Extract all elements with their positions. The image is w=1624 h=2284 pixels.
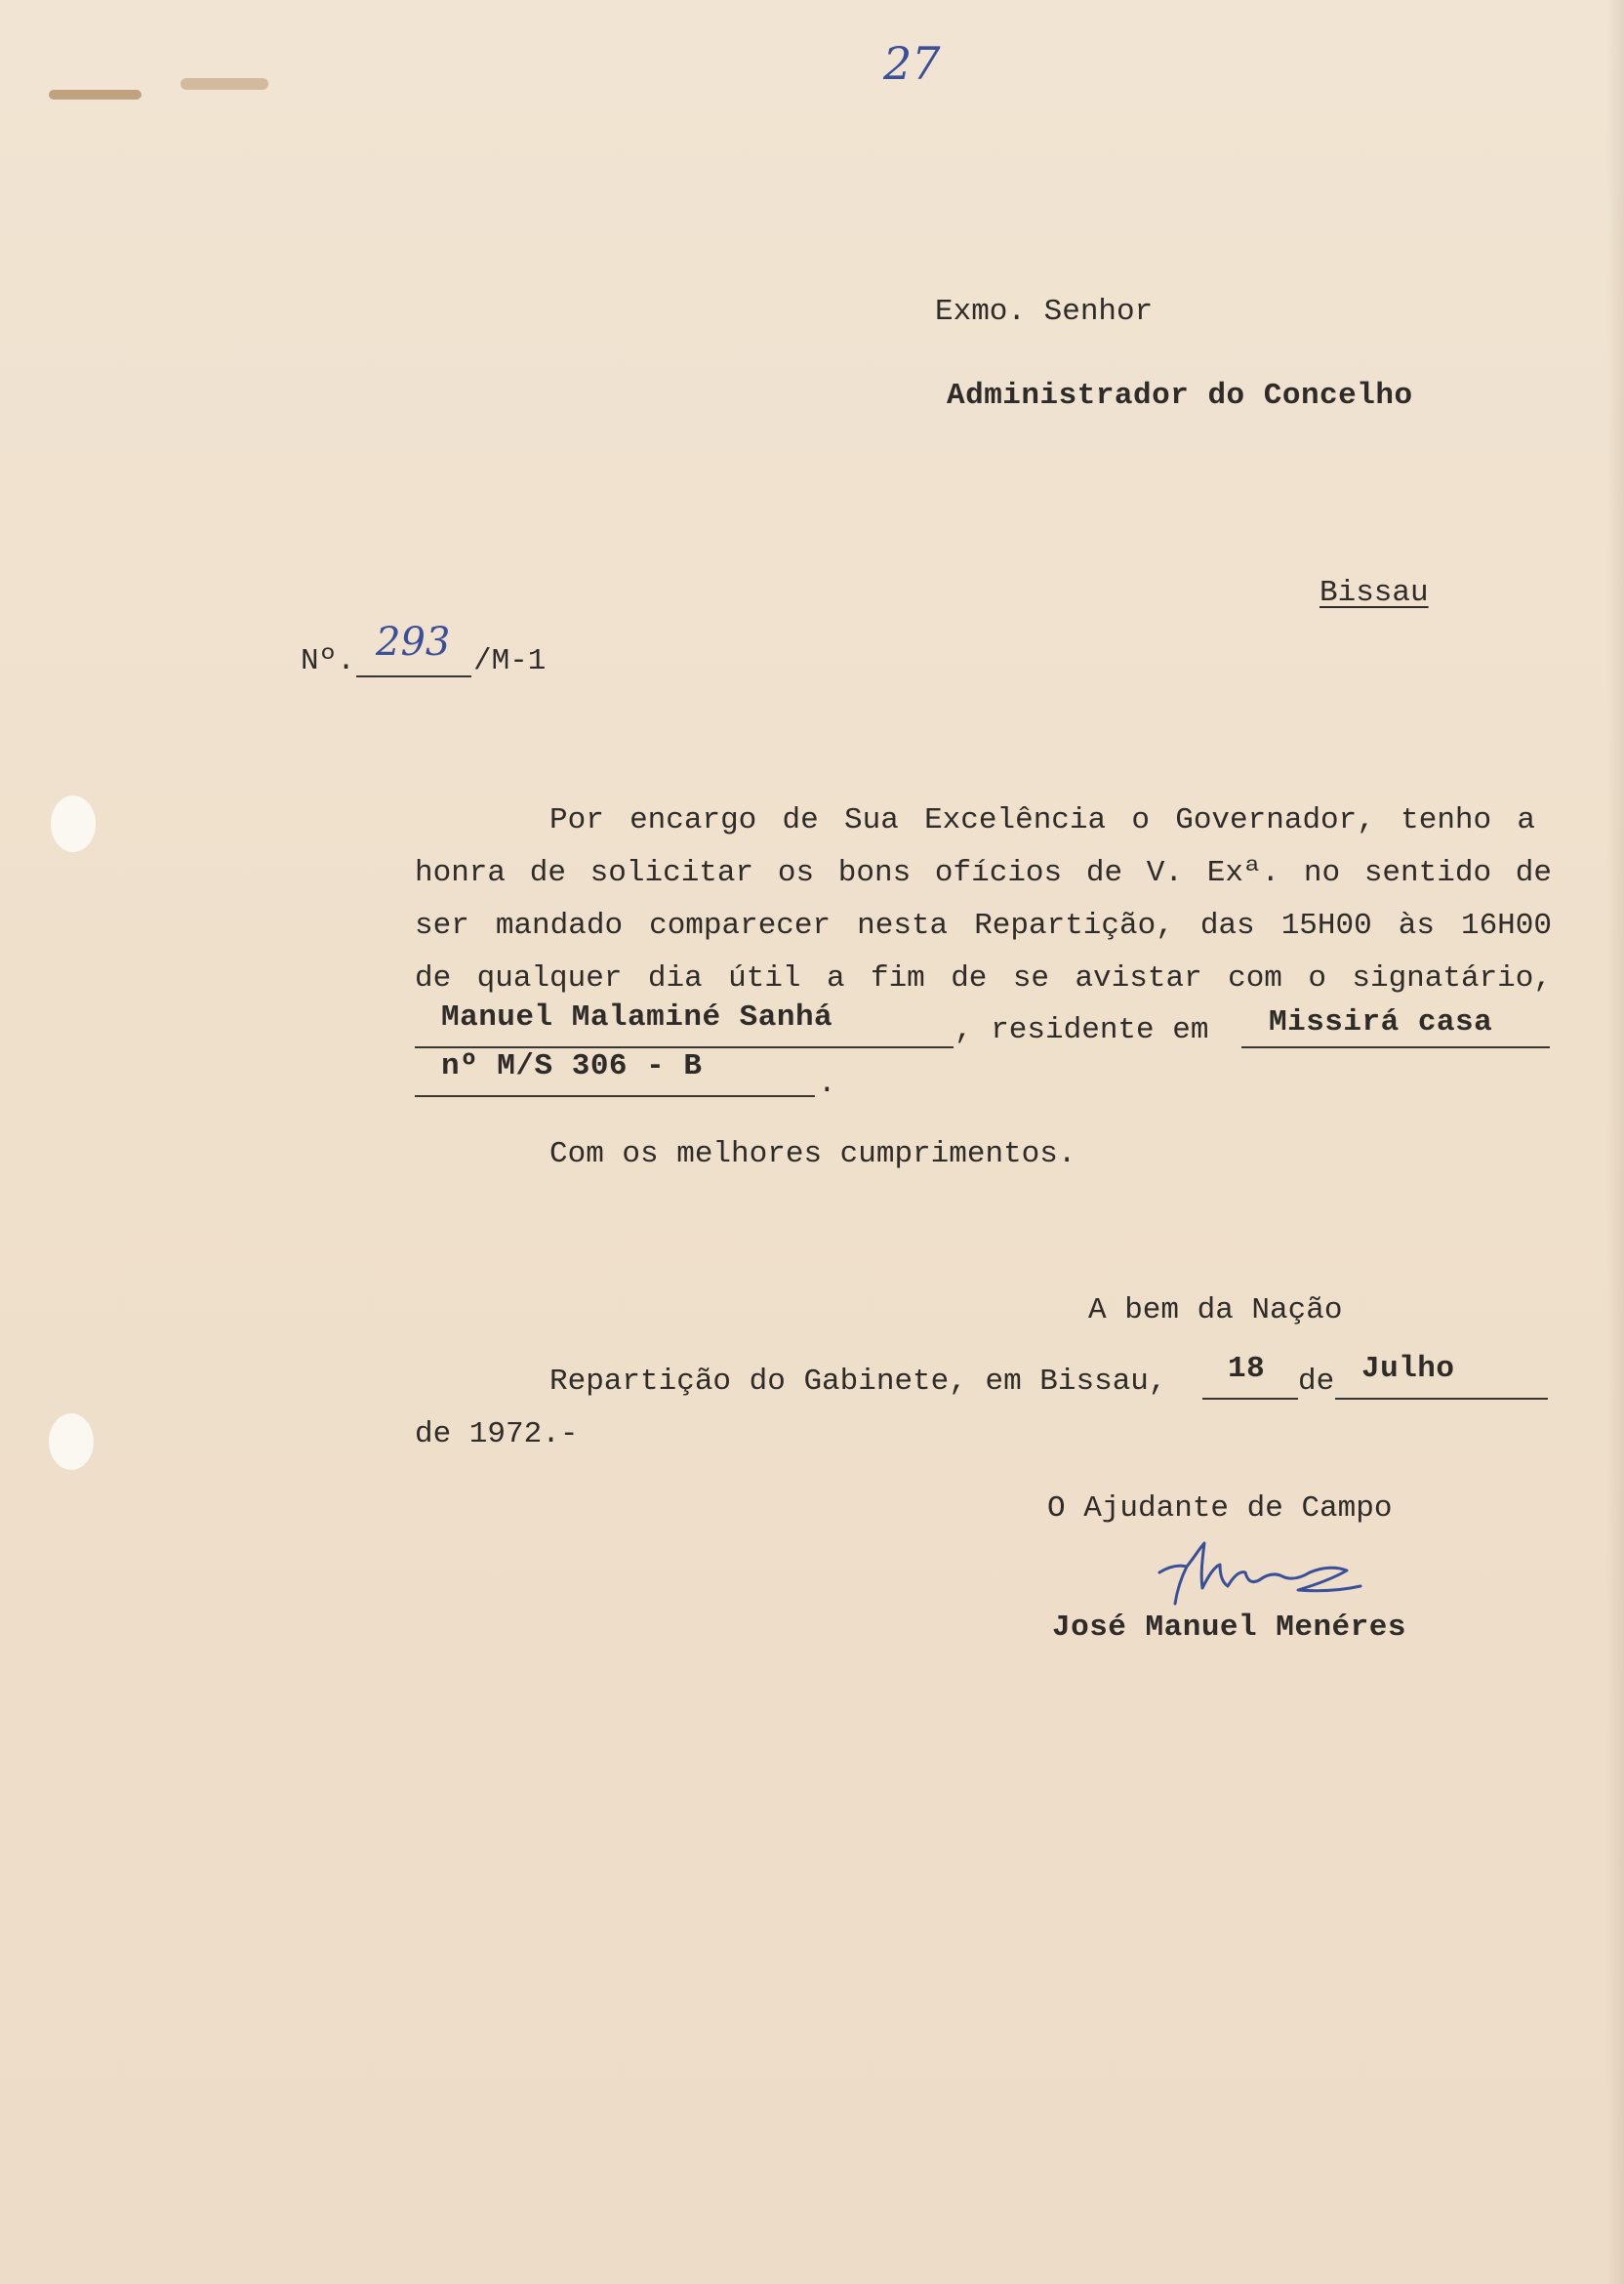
person-name: Manuel Malaminé Sanhá bbox=[441, 1000, 833, 1035]
body-line-1: Por encargo de Sua Excelência o Governador, tenho a bbox=[549, 803, 1535, 837]
residence-end: . bbox=[818, 1067, 836, 1101]
addressee: Administrador do Concelho bbox=[947, 379, 1413, 413]
date-month: Julho bbox=[1361, 1352, 1455, 1386]
salutation: Exmo. Senhor bbox=[935, 295, 1154, 329]
rust-stain-left bbox=[49, 90, 142, 100]
date-prefix: Repartição do Gabinete, em Bissau, bbox=[549, 1365, 1167, 1399]
reference-suffix: /M-1 bbox=[473, 644, 547, 678]
page-edge-shadow bbox=[1606, 0, 1624, 2284]
body-line-3: ser mandado comparecer nesta Repartição, das 15H00 às 16H00 bbox=[415, 909, 1552, 943]
date-connector: de bbox=[1298, 1365, 1335, 1399]
motto: A bem da Nação bbox=[1088, 1293, 1343, 1327]
reference-prefix: Nº. bbox=[301, 644, 355, 678]
reference-number-line bbox=[356, 675, 471, 677]
greeting: Com os melhores cumprimentos. bbox=[549, 1137, 1076, 1171]
date-year: de 1972.- bbox=[415, 1417, 579, 1451]
residence-line-1 bbox=[1241, 1046, 1550, 1048]
residence-line-2 bbox=[415, 1095, 815, 1097]
residence-part-1: Missirá casa bbox=[1269, 1005, 1493, 1040]
punch-hole-upper bbox=[51, 795, 96, 852]
signatory-title: O Ajudante de Campo bbox=[1047, 1491, 1393, 1526]
date-day-line bbox=[1202, 1398, 1298, 1400]
date-month-line bbox=[1335, 1398, 1548, 1400]
punch-hole-lower bbox=[49, 1413, 94, 1470]
handwritten-signature bbox=[1152, 1537, 1376, 1615]
city: Bissau bbox=[1320, 576, 1429, 610]
residence-label: , residente em bbox=[954, 1013, 1209, 1047]
reference-number: 293 bbox=[376, 620, 451, 665]
date-day: 18 bbox=[1228, 1352, 1266, 1386]
page-number: 27 bbox=[883, 37, 941, 90]
residence-part-2: nº M/S 306 - B bbox=[441, 1049, 703, 1083]
rust-stain-right bbox=[181, 78, 268, 90]
person-name-line bbox=[415, 1046, 954, 1048]
body-line-2: honra de solicitar os bons ofícios de V. Exª. no sentido de bbox=[415, 856, 1552, 890]
signatory-name: José Manuel Menéres bbox=[1052, 1611, 1406, 1645]
body-line-4: de qualquer dia útil a fim de se avistar com o signatário, bbox=[415, 961, 1552, 996]
